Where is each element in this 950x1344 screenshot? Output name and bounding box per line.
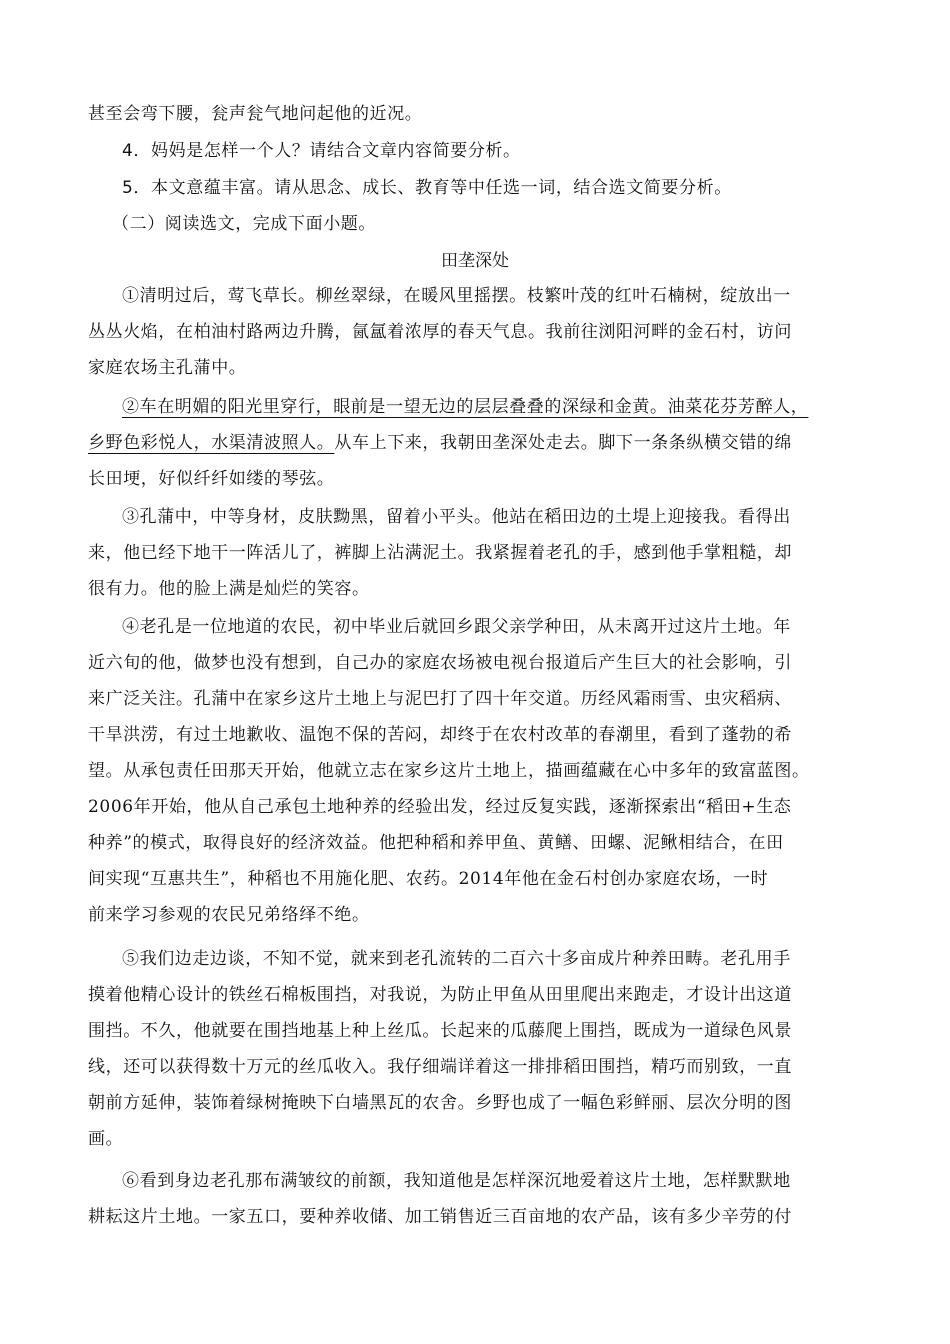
underlined-sentence: ②车在明媚的阳光里穿行，眼前是一望无边的层层叠叠的深绿和金黄。油菜花芬芳醉人， <box>122 397 809 417</box>
paragraph-4-line: 望。从承包责任田那天开始，他就立志在家乡这片土地上，描画蕴藏在心中多年的致富蓝图。 <box>88 761 810 781</box>
paragraph-5-line: 围挡。不久，他就要在围挡地基上种上丝瓜。长起来的瓜藤爬上围挡，既成为一道绿色风景 <box>88 1021 792 1041</box>
paragraph-2-line: 长田埂，好似纤纤如缕的琴弦。 <box>88 469 335 489</box>
paragraph-6-line: ⑥看到身边老孔那布满皱纹的前额，我知道他是怎样深沉地爱着这片土地，怎样默默地 <box>122 1171 791 1191</box>
paragraph-3-line: 很有力。他的脸上满是灿烂的笑容。 <box>88 579 370 599</box>
section-heading: （二）阅读选文，完成下面小题。 <box>112 214 376 234</box>
paragraph-3-line: 来，他已经下地干一阵活儿了，裤脚上沾满泥土。我紧握着老孔的手，感到他手掌粗糙，却 <box>88 543 792 563</box>
question-4: 4．妈妈是怎样一个人？请结合文章内容简要分析。 <box>122 141 521 161</box>
paragraph-4-line: 近六旬的他，做梦也没有想到，自己办的家庭农场被电视台报道后产生巨大的社会影响，引 <box>88 653 792 673</box>
paragraph-5-line: 线，还可以获得数十万元的丝瓜收入。我仔细端详着这一排排稻田围挡，精巧而别致，一直 <box>88 1057 792 1077</box>
paragraph-1-line: 丛丛火焰，在柏油村路两边升腾，氤氲着浓厚的春天气息。我前往浏阳河畔的金石村，访问 <box>88 322 792 342</box>
paragraph-5-line: 摸着他精心设计的铁丝石棉板围挡，对我说，为防止甲鱼从田里爬出来跑走，才设计出这道 <box>88 985 792 1005</box>
paragraph-4-line: 2006年开始，他从自己承包土地种养的经验出发，经过反复实践，逐渐探索出“稻田+生态 <box>88 797 792 817</box>
paragraph-1-line: ①清明过后，莺飞草长。柳丝翠绿，在暖风里摇摆。枝繁叶茂的红叶石楠树，绽放出一 <box>122 286 791 306</box>
paragraph-1-line: 家庭农场主孔蒲中。 <box>88 358 247 378</box>
paragraph-4-line: 前来学习参观的农民兄弟络绎不绝。 <box>88 905 370 925</box>
paragraph-4-line: 干旱洪涝，有过土地歉收、温饱不保的苦闷，却终于在农村改革的春潮里，看到了蓬勃的希 <box>88 725 792 745</box>
paragraph-2-line <box>122 395 902 419</box>
question-5: 5．本文意蕴丰富。请从思念、成长、教育等中任选一词，结合选文简要分析。 <box>122 178 732 198</box>
article-title: 田垄深处 <box>441 251 509 271</box>
paragraph-4-line: ④老孔是一位地道的农民，初中毕业后就回乡跟父亲学种田，从未离开过这片土地。年 <box>122 617 791 637</box>
paragraph-2-line <box>88 431 868 455</box>
paragraph-4-line: 来广泛关注。孔蒲中在家乡这片土地上与泥巴打了四十年交道。历经风霜雨雪、虫灾稻病、 <box>88 689 792 709</box>
text-line: 甚至会弯下腰，瓮声瓮气地问起他的近况。 <box>88 104 423 124</box>
paragraph-3-line: ③孔蒲中，中等身材，皮肤黝黑，留着小平头。他站在稻田边的土堤上迎接我。看得出 <box>122 507 791 527</box>
sentence: 从车上下来，我朝田垄深处走去。脚下一条条纵横交错的绵 <box>334 433 793 453</box>
paragraph-5-line: ⑤我们边走边谈，不知不觉，就来到老孔流转的二百六十多亩成片种养田畴。老孔用手 <box>122 949 791 969</box>
paragraph-4-line: 种养”的模式，取得良好的经济效益。他把种稻和养甲鱼、黄鳝、田螺、泥鳅相结合，在田 <box>88 833 784 853</box>
underlined-sentence: 乡野色彩悦人，水渠清波照人。 <box>88 433 335 453</box>
paragraph-5-line: 朝前方延伸，装饰着绿树掩映下白墙黑瓦的农舍。乡野也成了一幅色彩鲜丽、层次分明的图 <box>88 1093 792 1113</box>
paragraph-5-line: 画。 <box>88 1129 124 1149</box>
paragraph-6-line: 耕耘这片土地。一家五口，要种养收储、加工销售近三百亩地的农产品，该有多少辛劳的付 <box>88 1207 792 1227</box>
paragraph-4-line: 间实现“互惠共生”，种稻也不用施化肥、农药。2014年他在金石村创办家庭农场，一时 <box>88 869 769 889</box>
